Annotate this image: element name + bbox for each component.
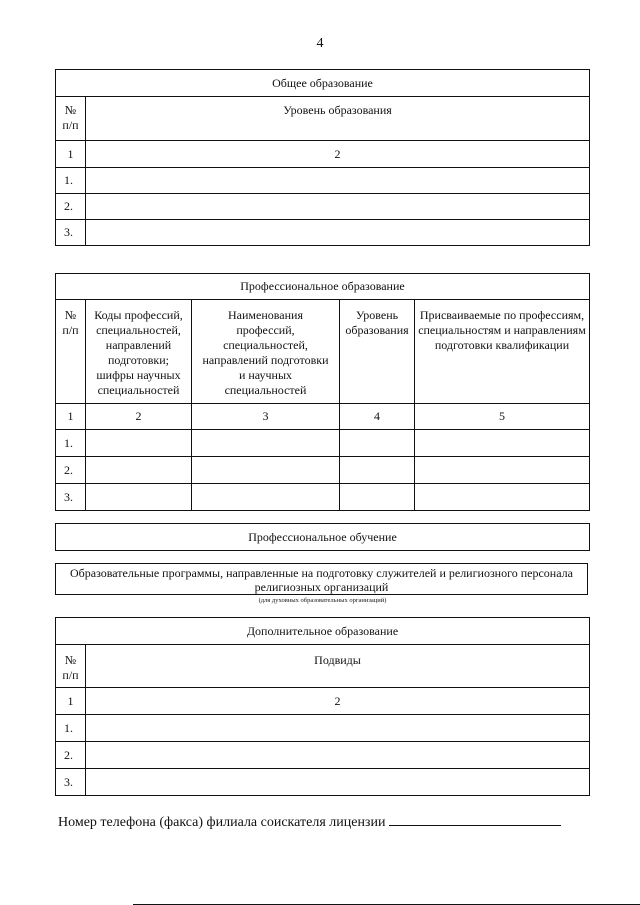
phone-field bbox=[58, 811, 561, 831]
index-cell: 3 bbox=[192, 404, 340, 430]
row-number: 3. bbox=[56, 220, 86, 246]
additional-education-title: Дополнительное образование bbox=[56, 618, 590, 645]
index-cell: 2 bbox=[86, 688, 590, 715]
index-cell: 1 bbox=[56, 688, 86, 715]
col-codes-header: Коды профессий, специальностей, направлений подготовки; шифры научных специальностей bbox=[86, 300, 192, 404]
index-cell: 2 bbox=[86, 404, 192, 430]
phone-input-line[interactable] bbox=[389, 811, 561, 826]
empty-cell[interactable] bbox=[86, 742, 590, 769]
empty-cell[interactable] bbox=[192, 457, 340, 484]
empty-cell[interactable] bbox=[340, 457, 415, 484]
col-level-header: Уровень образования bbox=[340, 300, 415, 404]
professional-training-title: Профессиональное обучение bbox=[248, 530, 397, 544]
index-cell: 4 bbox=[340, 404, 415, 430]
empty-cell[interactable] bbox=[86, 715, 590, 742]
professional-training-box bbox=[55, 523, 590, 551]
row-number: 1. bbox=[56, 168, 86, 194]
empty-cell[interactable] bbox=[192, 430, 340, 457]
religious-programs-title: Образовательные программы, направленные на подготовку служителей и религиозного персонала религиозных организаций bbox=[70, 566, 573, 594]
general-education-title: Общее образование bbox=[56, 70, 590, 97]
professional-education-title: Профессиональное образование bbox=[56, 274, 590, 300]
row-number: 2. bbox=[56, 457, 86, 484]
professional-education-table bbox=[55, 273, 590, 511]
col-subtypes-header: Подвиды bbox=[86, 645, 590, 688]
general-education-table bbox=[55, 69, 590, 246]
col-num-header: № п/п bbox=[56, 300, 86, 404]
index-cell: 1 bbox=[56, 141, 86, 168]
empty-cell[interactable] bbox=[415, 484, 590, 511]
row-number: 2. bbox=[56, 742, 86, 769]
col-names-header: Наименования профессий, специальностей, направлений подготовки и научных специальностей bbox=[192, 300, 340, 404]
empty-cell[interactable] bbox=[192, 484, 340, 511]
empty-cell[interactable] bbox=[86, 457, 192, 484]
religious-programs-note: (для духовных образовательных организаций) bbox=[258, 597, 387, 604]
row-number: 2. bbox=[56, 194, 86, 220]
row-number: 1. bbox=[56, 430, 86, 457]
col-num-header: № п/п bbox=[56, 97, 86, 141]
empty-cell[interactable] bbox=[415, 430, 590, 457]
index-cell: 5 bbox=[415, 404, 590, 430]
page-number: 4 bbox=[316, 36, 324, 51]
col-level-header: Уровень образования bbox=[86, 97, 590, 141]
religious-programs-box bbox=[55, 563, 588, 595]
index-cell: 1 bbox=[56, 404, 86, 430]
empty-cell[interactable] bbox=[86, 220, 590, 246]
row-number: 3. bbox=[56, 769, 86, 796]
empty-cell[interactable] bbox=[86, 168, 590, 194]
col-qualification-header: Присваиваемые по профессиям, специальностям и направлениям подготовки квалификации bbox=[415, 300, 590, 404]
col-num-header: № п/п bbox=[56, 645, 86, 688]
empty-cell[interactable] bbox=[340, 484, 415, 511]
phone-label: Номер телефона (факса) филиала соискателя лицензии bbox=[58, 815, 386, 830]
row-number: 1. bbox=[56, 715, 86, 742]
empty-cell[interactable] bbox=[86, 430, 192, 457]
empty-cell[interactable] bbox=[86, 484, 192, 511]
empty-cell[interactable] bbox=[86, 194, 590, 220]
empty-cell[interactable] bbox=[86, 769, 590, 796]
empty-cell[interactable] bbox=[415, 457, 590, 484]
index-cell: 2 bbox=[86, 141, 590, 168]
additional-education-table bbox=[55, 617, 590, 796]
empty-cell[interactable] bbox=[340, 430, 415, 457]
row-number: 3. bbox=[56, 484, 86, 511]
